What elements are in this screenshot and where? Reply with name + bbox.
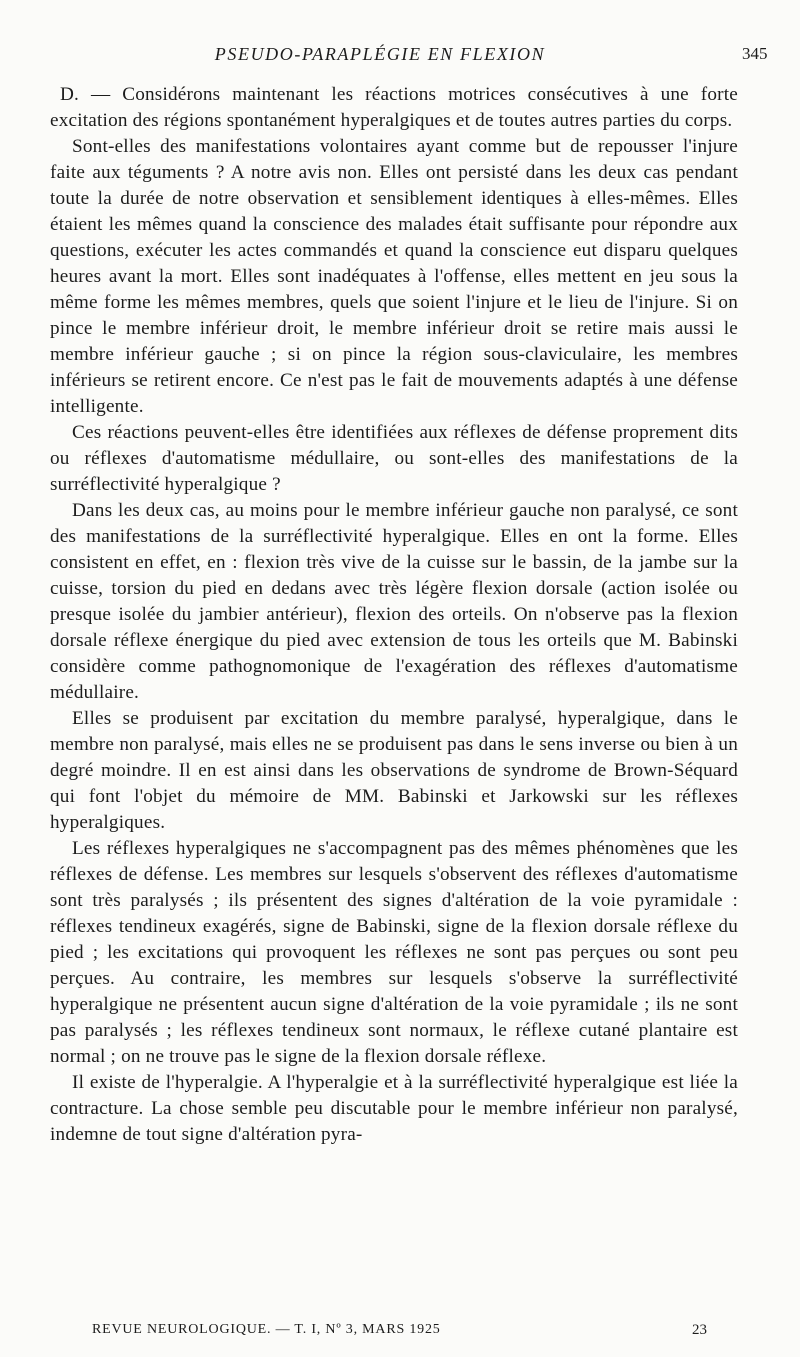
page-footer <box>0 1322 800 1344</box>
running-head <box>0 44 800 70</box>
paragraph-2: Sont-elles des manifestations volontaires ayant comme but de repousser l'injure faite aux téguments ? A notre avis non. Elles ont persisté dans les deux cas pendant toute la durée de notre observation et sensiblement identiques à elles-mêmes. Elles étaient les mêmes quand la conscience des malades était suffisante pour répondre aux questions, exécuter les actes commandés et quand la conscience eut disparu quelques heures avant la mort. Elles sont inadéquates à l'offense, elles mettent en jeu sous la même forme les mêmes membres, quels que soient l'injure et le lieu de l'injure. Si on pince le membre inférieur droit, le membre inférieur droit se retire mais aussi le membre inférieur gauche ; si on pince la région sous-claviculaire, les membres inférieurs se retirent encore. Ce n'est pas le fait de mouvements adaptés à une défense intelligente. <box>50 136 738 417</box>
page-number: 345 <box>742 44 768 63</box>
signature-number: 23 <box>692 1322 707 1338</box>
journal-reference: REVUE NEUROLOGIQUE. — T. I, Nº 3, MARS 1925 <box>92 1322 441 1337</box>
running-title: PSEUDO-PARAPLÉGIE EN FLEXION <box>214 44 546 64</box>
paragraph-6: Les réflexes hyperalgiques ne s'accompagnent pas des mêmes phénomènes que les réflexes de défense. Les membres sur lesquels s'observent des réflexes d'automatisme sont très paralysés ; ils présentent des signes d'altération de la voie pyramidale : réflexes tendineux exagérés, signe de Babinski, signe de la flexion dorsale réflexe du pied ; les excitations qui provoquent les réflexes ne sont pas perçues ou sont peu perçues. Au contraire, les membres sur lesquels s'observe la surréflectivité hyperalgique ne présentent aucun signe d'altération de la voie pyramidale ; ils ne sont pas paralysés ; les réflexes tendineux sont normaux, le réflexe cutané plantaire est normal ; on ne trouve pas le signe de la flexion dorsale réflexe. <box>50 838 738 1067</box>
paragraph-4: Dans les deux cas, au moins pour le membre inférieur gauche non paralysé, ce sont des manifestations de la surréflectivité hyperalgique. Elles en ont la forme. Elles consistent en effet, en : flexion très vive de la cuisse sur le bassin, de la jambe sur la cuisse, torsion du pied en dedans avec très légère flexion dorsale (action isolée ou presque isolée du jambier antérieur), flexion des orteils. On n'observe pas la flexion dorsale réflexe énergique du pied avec extension de tous les orteils que M. Babinski considère comme pathognomonique de l'exagération des réflexes d'automatisme médullaire. <box>50 500 738 703</box>
paragraph-1-text: Considérons maintenant les réactions motrices consécutives à une forte excitation des régions spontanément hyperalgiques et de toutes autres parties du corps. <box>50 84 738 131</box>
paragraph-5: Elles se produisent par excitation du membre paralysé, hyperalgique, dans le membre non paralysé, mais elles ne se produisent pas dans le sens inverse ou bien à un degré moindre. Il en est ainsi dans les observations de syndrome de Brown-Séquard qui font l'objet du mémoire de MM. Babinski et Jarkowski sur les réflexes hyperalgiques. <box>50 708 738 833</box>
paragraph-3: Ces réactions peuvent-elles être identifiées aux réflexes de défense proprement dits ou réflexes d'automatisme médullaire, ou sont-elles des manifestations de la surréflectivité hyperalgique ? <box>50 422 738 495</box>
section-marker: D. — <box>60 84 111 105</box>
paragraph-7: Il existe de l'hyperalgie. A l'hyperalgie et à la surréflectivité hyperalgique est liée la contracture. La chose semble peu discutable pour le membre inférieur non paralysé, indemne de tout signe d'altération pyra- <box>50 1072 738 1145</box>
body-text <box>50 82 738 1148</box>
paragraph-1 <box>50 82 738 134</box>
